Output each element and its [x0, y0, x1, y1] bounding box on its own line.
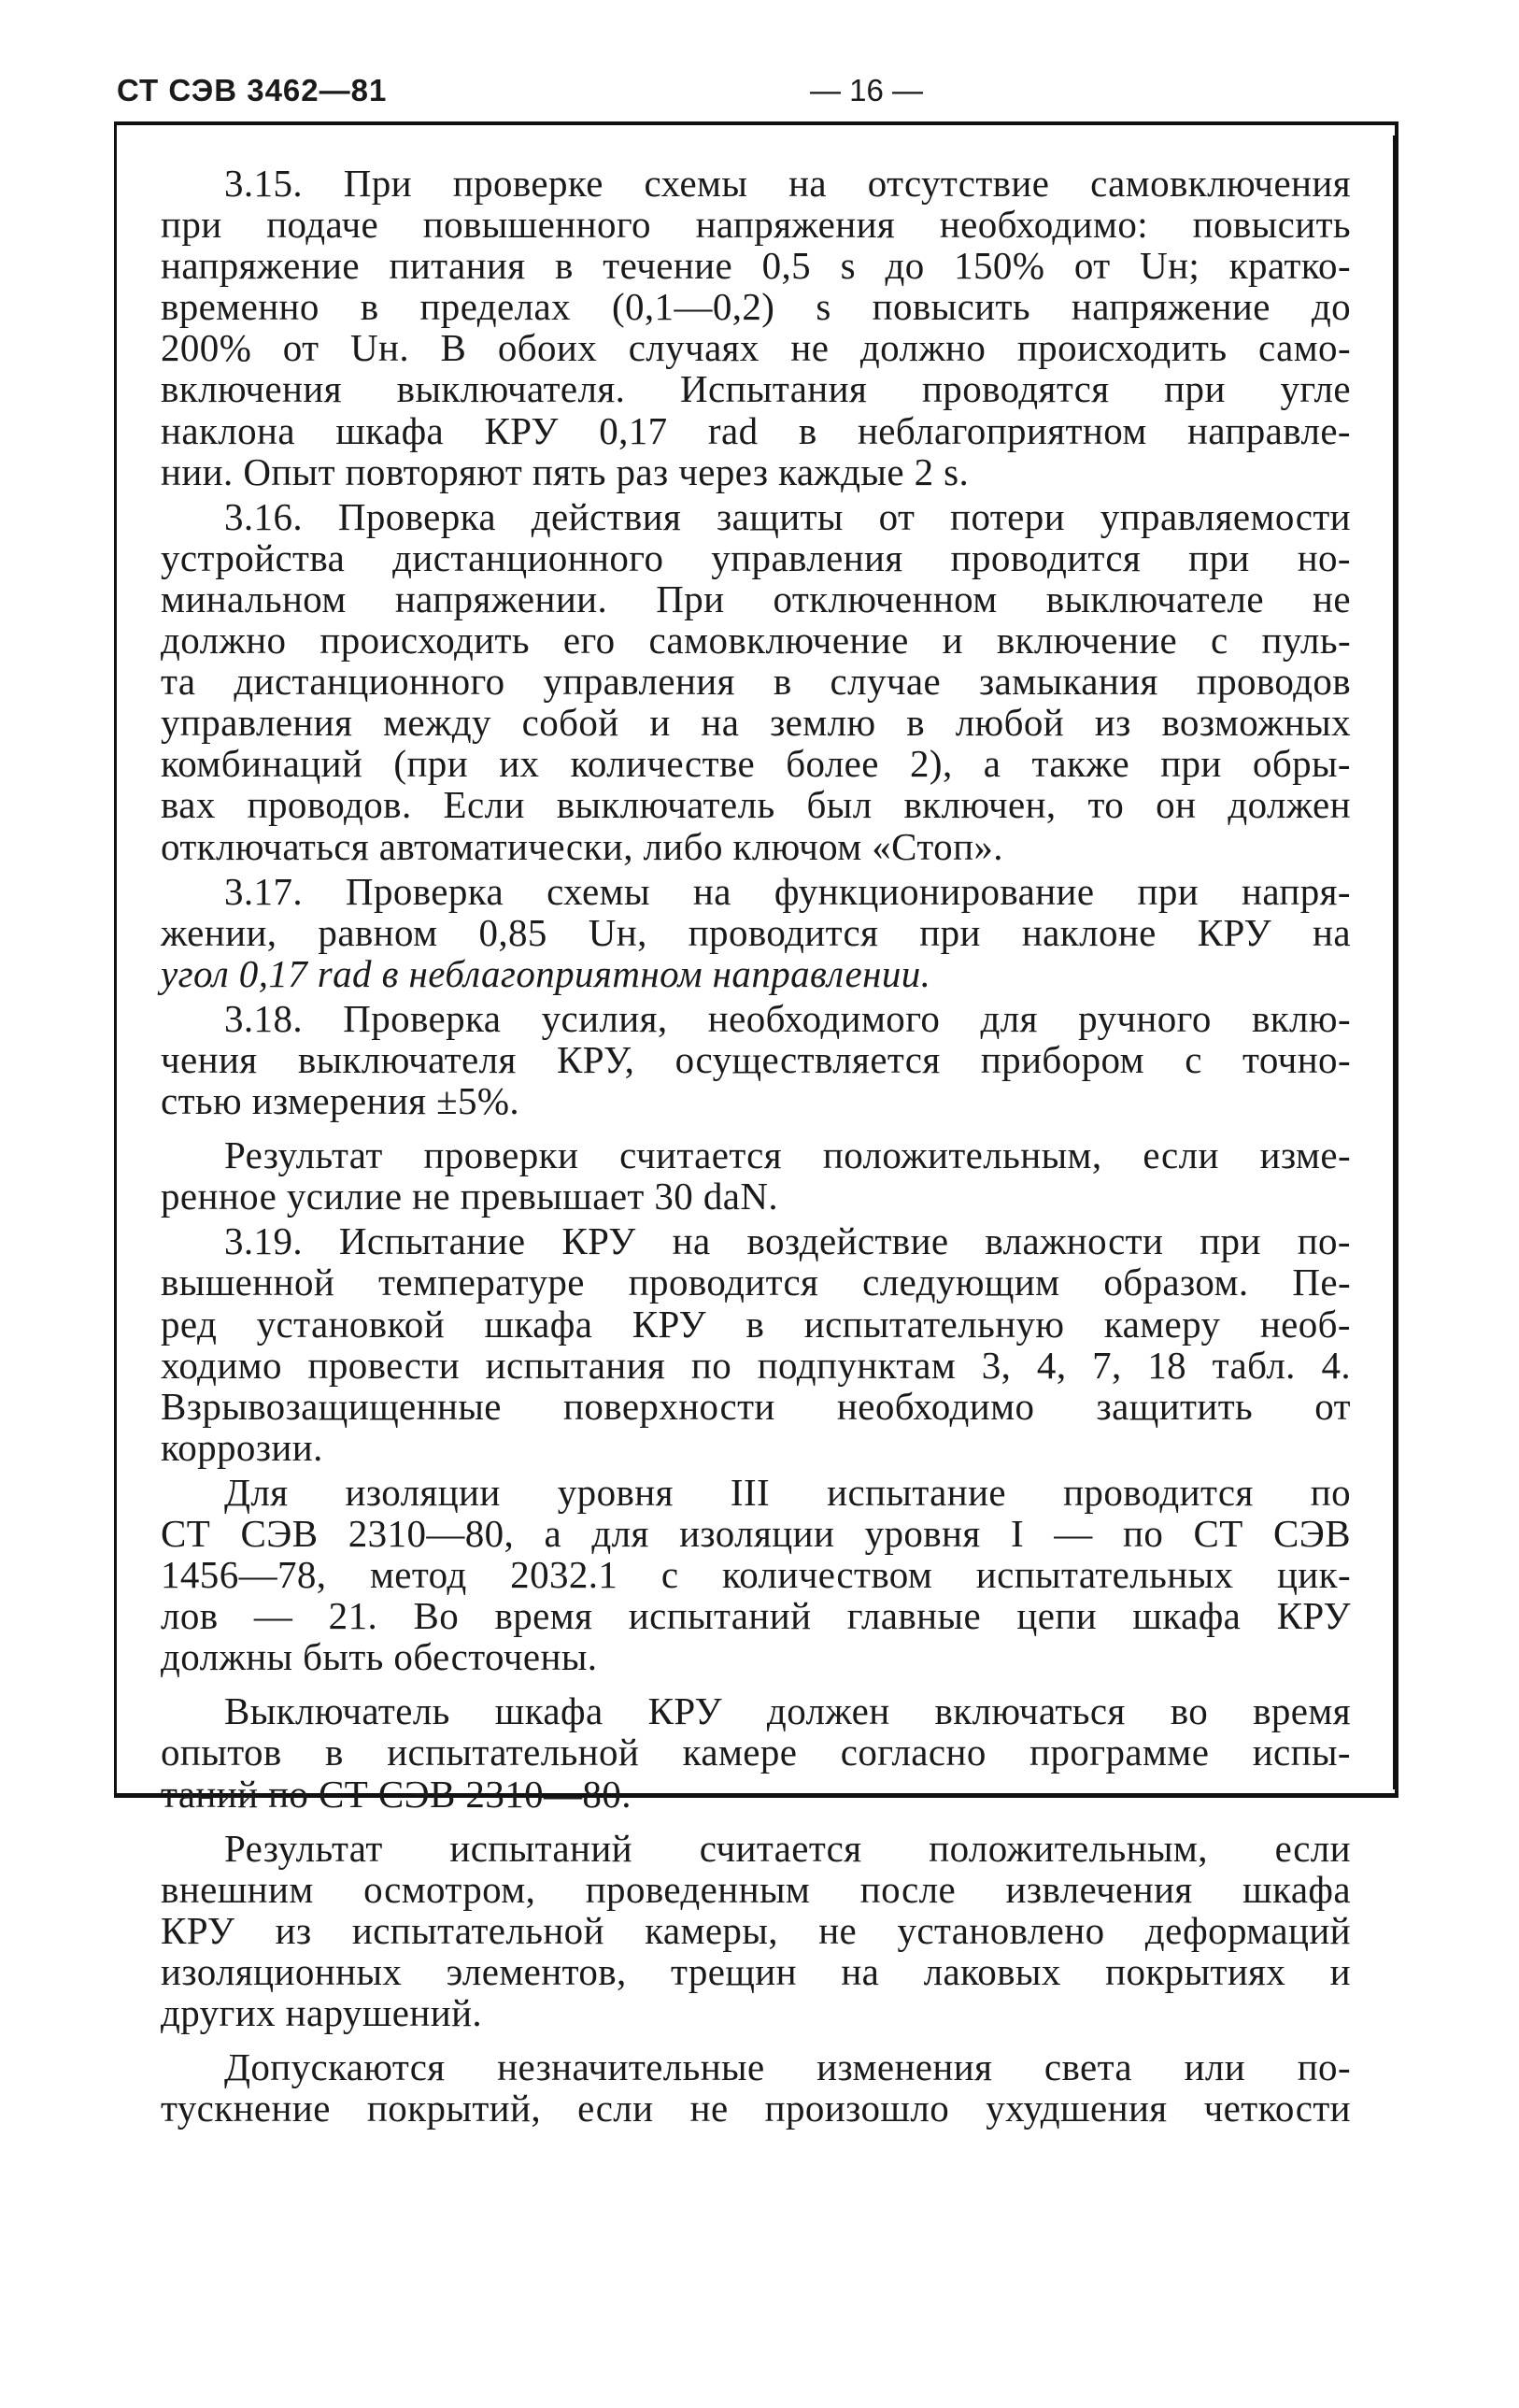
text-line: 200% от Uн. В обоих случаях не должно происходить само-: [161, 326, 1351, 370]
text-line: КРУ из испытательной камеры, не установлено деформаций: [161, 1908, 1351, 1952]
paragraph-3-16: [161, 496, 1351, 867]
paragraph-3-19: [161, 1220, 1351, 1468]
text-line: комбинаций (при их количестве более 2), а также при обры-: [161, 742, 1351, 786]
text-line: отключаться автоматически, либо ключом «Стоп».: [161, 824, 1003, 868]
paragraph-3-18: [161, 998, 1351, 1121]
page-header: [117, 65, 1401, 121]
text-line: Результат проверки считается положительным, если изме-: [224, 1133, 1351, 1177]
text-line: ред установкой шкафа КРУ в испытательную камеру необ-: [161, 1302, 1351, 1346]
text-line: временно в пределах (0,1—0,2) s повысить напряжение до: [161, 285, 1351, 329]
text-line: управления между собой и на землю в любой из возможных: [161, 701, 1351, 745]
text-line: напряжение питания в течение 0,5 s до 150% от Uн; кратко-: [161, 244, 1351, 288]
text-line: Взрывозащищенные поверхности необходимо защитить от: [161, 1384, 1351, 1428]
paragraph-insulation: [161, 1472, 1351, 1677]
text-line: 1456—78, метод 2032.1 с количеством испытательных цик-: [161, 1553, 1351, 1597]
text-line: 3.18. Проверка усилия, необходимого для ручного вклю-: [224, 996, 1351, 1040]
page-number: — 16 —: [810, 73, 924, 107]
text-line: ренное усилие не превышает 30 daN.: [161, 1175, 778, 1218]
text-line: включения выключателя. Испытания проводятся при угле: [161, 367, 1351, 411]
text-line: 3.16. Проверка действия защиты от потери управляемости: [224, 494, 1351, 538]
text-line: других нарушений.: [161, 1991, 483, 2035]
text-line: Результат испытаний считается положительным, если: [224, 1826, 1351, 1870]
standard-code: СТ СЭВ 3462—81: [117, 73, 388, 107]
text-line: Для изоляции уровня III испытание проводится по: [224, 1470, 1351, 1514]
text-line: 3.19. Испытание КРУ на воздействие влажности при по-: [224, 1219, 1351, 1263]
text-line: Допускаются незначительные изменения света или по-: [224, 2045, 1351, 2089]
text-line: чения выключателя КРУ, осуществляется прибором с точно-: [161, 1037, 1351, 1081]
text-line: устройства дистанционного управления проводится при но-: [161, 535, 1351, 579]
text-line: жении, равном 0,85 Uн, проводится при наклоне КРУ на: [161, 910, 1351, 954]
text-line: СТ СЭВ 2310—80, а для изоляции уровня I — по СТ СЭВ: [161, 1512, 1351, 1555]
paragraph-switch: [161, 1690, 1351, 1814]
text-line: та дистанционного управления в случае замыкания проводов: [161, 660, 1351, 704]
text-line: 3.17. Проверка схемы на функционирование при напря-: [224, 869, 1351, 913]
text-line: нии. Опыт повторяют пять раз через каждые 2 s.: [161, 449, 970, 493]
text-line: лов — 21. Во время испытаний главные цепи шкафа КРУ: [161, 1594, 1351, 1638]
text-line: минальном напряжении. При отключенном выключателе не: [161, 577, 1351, 620]
document-body: [161, 163, 1351, 2129]
paragraph-3-17: [161, 871, 1351, 994]
text-line: вышенной температуре проводится следующим образом. Пе-: [161, 1261, 1351, 1304]
paragraph-result-force: [161, 1134, 1351, 1217]
text-line: при подаче повышенного напряжения необходимо: повысить: [161, 203, 1351, 247]
text-line: внешним осмотром, проведенным после извлечения шкафа: [161, 1867, 1351, 1911]
text-line: изоляционных элементов, трещин на лаковых покрытиях и: [161, 1949, 1351, 1993]
text-line: наклона шкафа КРУ 0,17 rad в неблагоприятном направле-: [161, 408, 1351, 452]
text-line: вах проводов. Если выключатель был включен, то он должен: [161, 783, 1351, 827]
paragraph-3-15: [161, 163, 1351, 492]
text-line: ходимо провести испытания по подпунктам 3, 4, 7, 18 табл. 4.: [161, 1343, 1351, 1387]
text-line: тускнение покрытий, если не произошло ухудшения четкости: [161, 2087, 1351, 2130]
text-line: 3.15. При проверке схемы на отсутствие самовключения: [224, 162, 1351, 205]
paragraph-result-tests: [161, 1828, 1351, 2033]
text-line: коррозии.: [161, 1425, 323, 1469]
text-line: Выключатель шкафа КРУ должен включаться во время: [224, 1689, 1351, 1733]
frame-edge-right: [1393, 135, 1396, 1789]
text-line: должны быть обесточены.: [161, 1635, 598, 1679]
text-line: угол 0,17 rad в неблагоприятном направлении.: [161, 951, 931, 995]
text-line: стью измерения ±5%.: [161, 1079, 520, 1123]
paragraph-allowed: [161, 2046, 1351, 2129]
text-line: опытов в испытательной камере согласно программе испы-: [161, 1731, 1351, 1774]
text-line: таний по СТ СЭВ 2310—80.: [161, 1772, 632, 1816]
text-line: должно происходить его самовключение и включение с пуль-: [161, 619, 1351, 663]
